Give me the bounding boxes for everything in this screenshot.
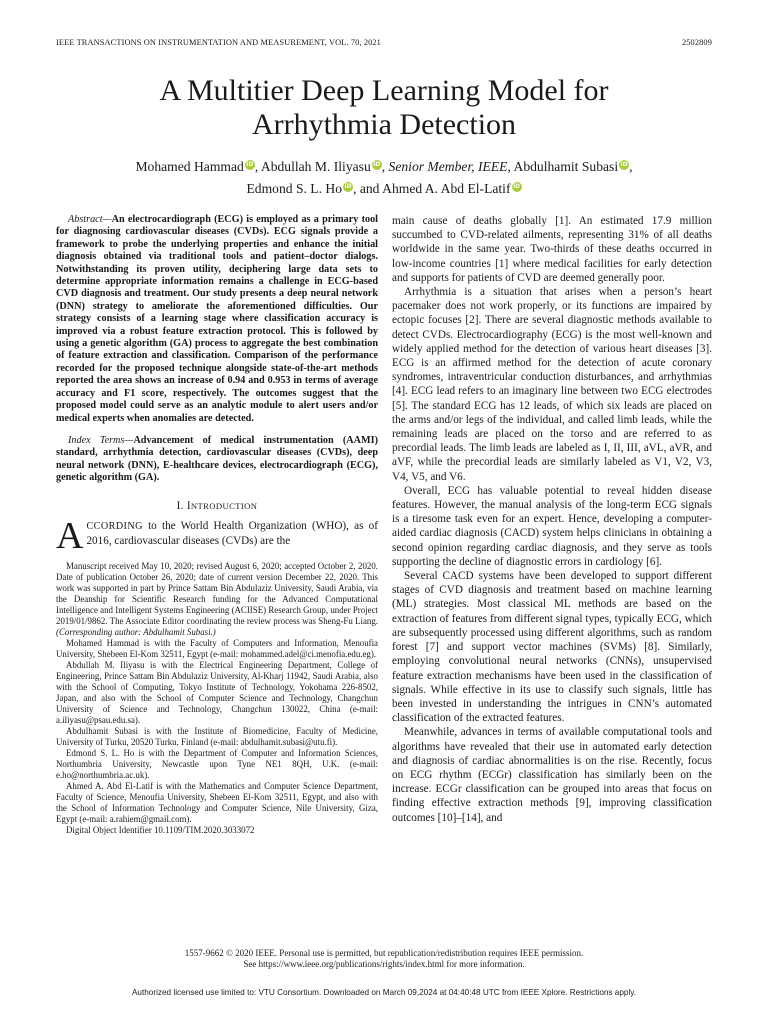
intro-paragraph: [56, 519, 378, 551]
journal-name: IEEE TRANSACTIONS ON INSTRUMENTATION AND MEASUREMENT, VOL. 70, 2021: [56, 38, 381, 47]
index-terms: [56, 435, 378, 485]
article-number: 2502809: [681, 38, 712, 47]
author-4: Edmond S. L. Ho: [246, 181, 343, 196]
body-paragraph-1: main cause of deaths globally [1]. An estimated 17.9 million succumbed to CVD-related ailments, representing 31% of all deaths worldwide in the same year. Two-thirds of these deaths occurred in low-income countries [1] where medical facilities for early detection and supports for patients of CVD are deemed generally poor.: [392, 215, 712, 284]
orcid-icon[interactable]: iD: [344, 183, 352, 190]
footnote-author-2: Abdullah M. Iliyasu is with the Electrical Engineering Department, College of Engineering, Prince Sattam Bin Abdulaziz University, Al-Kharj 11942, Saudi Arabia, also with the School of Computing, Tokyo Institute of Technology, Yokohama 226-8502, Japan, and also with the School of Computer Science and Technology, Changchun University of Science and Technology, Changchun 130022, China (e-mail: a.iliyasu@psau.edu.sa).: [56, 659, 378, 725]
footnote-author-5: Ahmed A. Abd El-Latif is with the Mathematics and Computer Science Department, Faculty of Science, Menoufia University, Shebeen El-Kom 32511, Egypt, and also with the School of Information Technology and Computer Science, Nile University, Giza, Egypt (e-mail: a.rahiem@gmail.com).: [56, 780, 378, 824]
index-terms-text: Advancement of medical instrumentation (AAMI) standard, arrhythmia detection, cardiovascular diseases (CVDs), deep neural network (DNN), E-healthcare devices, electrocardiograph (ECG), genetic algorithm (GA).: [56, 434, 378, 484]
doi[interactable]: Digital Object Identifier 10.1109/TIM.2020.3033072: [66, 824, 255, 835]
intro-lead: CCORDING: [86, 520, 143, 532]
footnote-author-3: Abdulhamit Subasi is with the Institute of Biomedicine, Faculty of Medicine, University of Turku, 20520 Turku, Finland (e-mail: abdulhamit.subasi@utu.fi).: [56, 725, 378, 747]
title-line-2: Arrhythmia Detection: [251, 108, 517, 141]
copyright-notice: [56, 948, 712, 970]
abstract-text: An electrocardiograph (ECG) is employed as a primary tool for diagnosing cardiovascular diseases (CVDs). ECG signals provide a framework to probe the underlying properties and enhance the initial diagnosis obtained via traditional tools and patient–doctor dialogs. Notwithstanding its proven utility, deciphering large data sets to determine appropriate information remains a challenge in ECG-based CVD diagnosis and treatment. Our study presents a deep neural network (DNN) strategy to ameliorate the aforementioned difficulties. Our strategy consists of a learning stage where classification accuracy is improved via a robust feature extraction protocol. This is followed by using a genetic algorithm (GA) process to aggregate the best combination of feature extraction and classification. Comparison of the performance recorded for the proposed technique alongside state-of-the-art methods reported the area shows an increase of 0.94 and 0.953 in terms of average accuracy and F1 score, respectively. The outcomes suggest that the proposed model could serve as an analytic module to alert users and/or medical experts when anomalies are detected.: [56, 214, 378, 424]
author-conjunction: and: [359, 181, 380, 196]
author-2: Abdullah M. Iliyasu: [260, 159, 371, 174]
footnote-manuscript: [56, 561, 378, 638]
intro-text: to the World Health Organization (WHO), as of 2016, cardiovascular diseases (CVDs) are the: [86, 519, 378, 547]
body-paragraph-4: Several CACD systems have been developed to support different stages of CVD diagnosis and treatment based on machine learning (ML) strategies. Most classical ML methods are based on the extraction of features from different signal types, typically ECG, which are subsequently processed using different algorithms, such as random forest [7] and support vector machines (SVMs) [8]. Similarly, employing convolutional neural networks (CNNs), unsupervised feature extraction mechanisms have been used in the classification of signals. While effective in its use to classify such signals, little has been invested in understanding the intrigues in CNN’s automated classification of the extracted features.: [392, 570, 712, 725]
author-2-membership: Senior Member, IEEE: [388, 159, 508, 174]
orcid-icon[interactable]: iD: [373, 161, 381, 168]
author-1: Mohamed Hammad: [135, 159, 244, 174]
right-column: [392, 214, 712, 825]
author-5: Ahmed A. Abd El-Latif: [382, 181, 511, 196]
abstract: [56, 214, 378, 425]
copyright-line-1: 1557-9662 © 2020 IEEE. Personal use is permitted, but republication/redistribution requires IEEE permission.: [184, 948, 584, 958]
footnote-author-4: Edmond S. L. Ho is with the Department of Computer and Information Sciences, Northumbria University, Newcastle upon Tyne NE1 8QH, U.K. (e-mail: e.ho@northumbria.ac.uk).: [56, 747, 378, 780]
body-paragraph-2: Arrhythmia is a situation that arises when a person’s heart pacemaker does not work properly, or its functions are impaired by ectopic focuses [2]. There are several diagnostic methods available to detect CVDs. Electrocardiography (ECG) is the most well-known and widely applied method for the detection of various heart diseases [3]. ECG is an affirmed method for the detection of acute coronary syndromes, intraventricular conduction disturbances, and arrhythmias [4]. ECG lead refers to an imaginary line between two ECG electrodes [5]. The standard ECG has 12 leads, of which six leads are placed on the arms and/or legs of the individual, and called limb leads, while the remaining leads are placed on the torso and are referred to as precordial leads. The limb leads are labeled as I, II, III, aVL, aVR, and aVF, while the precordial leads are similarly labeled as V1, V2, V3, V4, V5, and V6.: [392, 286, 712, 483]
orcid-icon[interactable]: iD: [620, 161, 628, 168]
running-header: [56, 38, 712, 47]
left-column: [56, 214, 378, 836]
section-heading-introduction: [56, 499, 378, 513]
corresponding-author: (Corresponding author: Abdulhamit Subasi.): [56, 626, 216, 637]
author-3: Abdulhamit Subasi: [513, 159, 619, 174]
title-line-1: A Multitier Deep Learning Model for: [159, 74, 609, 107]
footnotes: [56, 561, 378, 836]
drop-cap: A: [56, 518, 84, 551]
body-paragraph-3: Overall, ECG has valuable potential to reveal hidden disease features. However, the manual analysis of the long-term ECG signals is a tiresome task even for an expert. Hence, developing a computer-aided cardiac diagnosis (CACD) system helps clinicians in obtaining a second opinion regarding cardiac diagnosis, and they serve as tools supporting the decline of diagnostic errors in cardiology [6].: [392, 484, 712, 568]
orcid-icon[interactable]: iD: [512, 183, 521, 190]
footnote-author-1: Mohamed Hammad is with the Faculty of Computers and Information, Menoufia University, Shebeen El-Kom 32511, Egypt (e-mail: mohammed.adel@ci.menofia.edu.eg).: [56, 637, 378, 659]
section-title-rest: NTRODUCTION: [190, 500, 258, 511]
section-numeral: I.: [176, 499, 184, 512]
footnote-manuscript-text: Manuscript received May 10, 2020; revised August 6, 2020; accepted October 2, 2020. Date of publication October 26, 2020; date of current version December 22, 2020. This work was supported in part by Prince Sattam Bin Abdulaziz University, Saudi Arabia, via the Deanship for Scientific Research funding for the Advanced Computational Intelligence and Intelligent Systems Engineering (ACIISE) Research Group, under Project 2019/01/9862. The Associate Editor coordinating the review process was Sheng-Fu Liang.: [56, 560, 378, 626]
section-title-initial: I: [186, 499, 191, 512]
orcid-icon[interactable]: iD: [246, 161, 254, 168]
abstract-label: Abstract—: [68, 214, 112, 225]
license-notice: Authorized licensed use limited to: VTU Consortium. Downloaded on March 09,2024 at 04:40:48 UTC from IEEE Xplore. Restrictions apply.: [131, 988, 637, 997]
author-list: Mohamed Hammad iD, Abdullah M. Iliyasu iD, Senior Member, IEEE, Abdulhamit Subasi iD, Edmond S. L. Ho iD, and Ahmed A. Abd El-Latif iD: [135, 159, 633, 196]
index-terms-label: Index Terms—: [68, 434, 134, 446]
paper-title: [56, 74, 712, 142]
copyright-line-2[interactable]: See https://www.ieee.org/publications/rights/index.html for more information.: [243, 959, 525, 969]
body-paragraph-5: Meanwhile, advances in terms of available computational tools and algorithms have revealed that their use in automated early detection and diagnosis of cardiac abnormalities is on the rise. Recently, focus on ECG rhythm (ECGr) classification has similarly been on the increase. ECGr classification can be grouped into areas that focus on finding effective extraction methods [9], improving classification outcomes [10]–[14], and: [392, 726, 712, 824]
